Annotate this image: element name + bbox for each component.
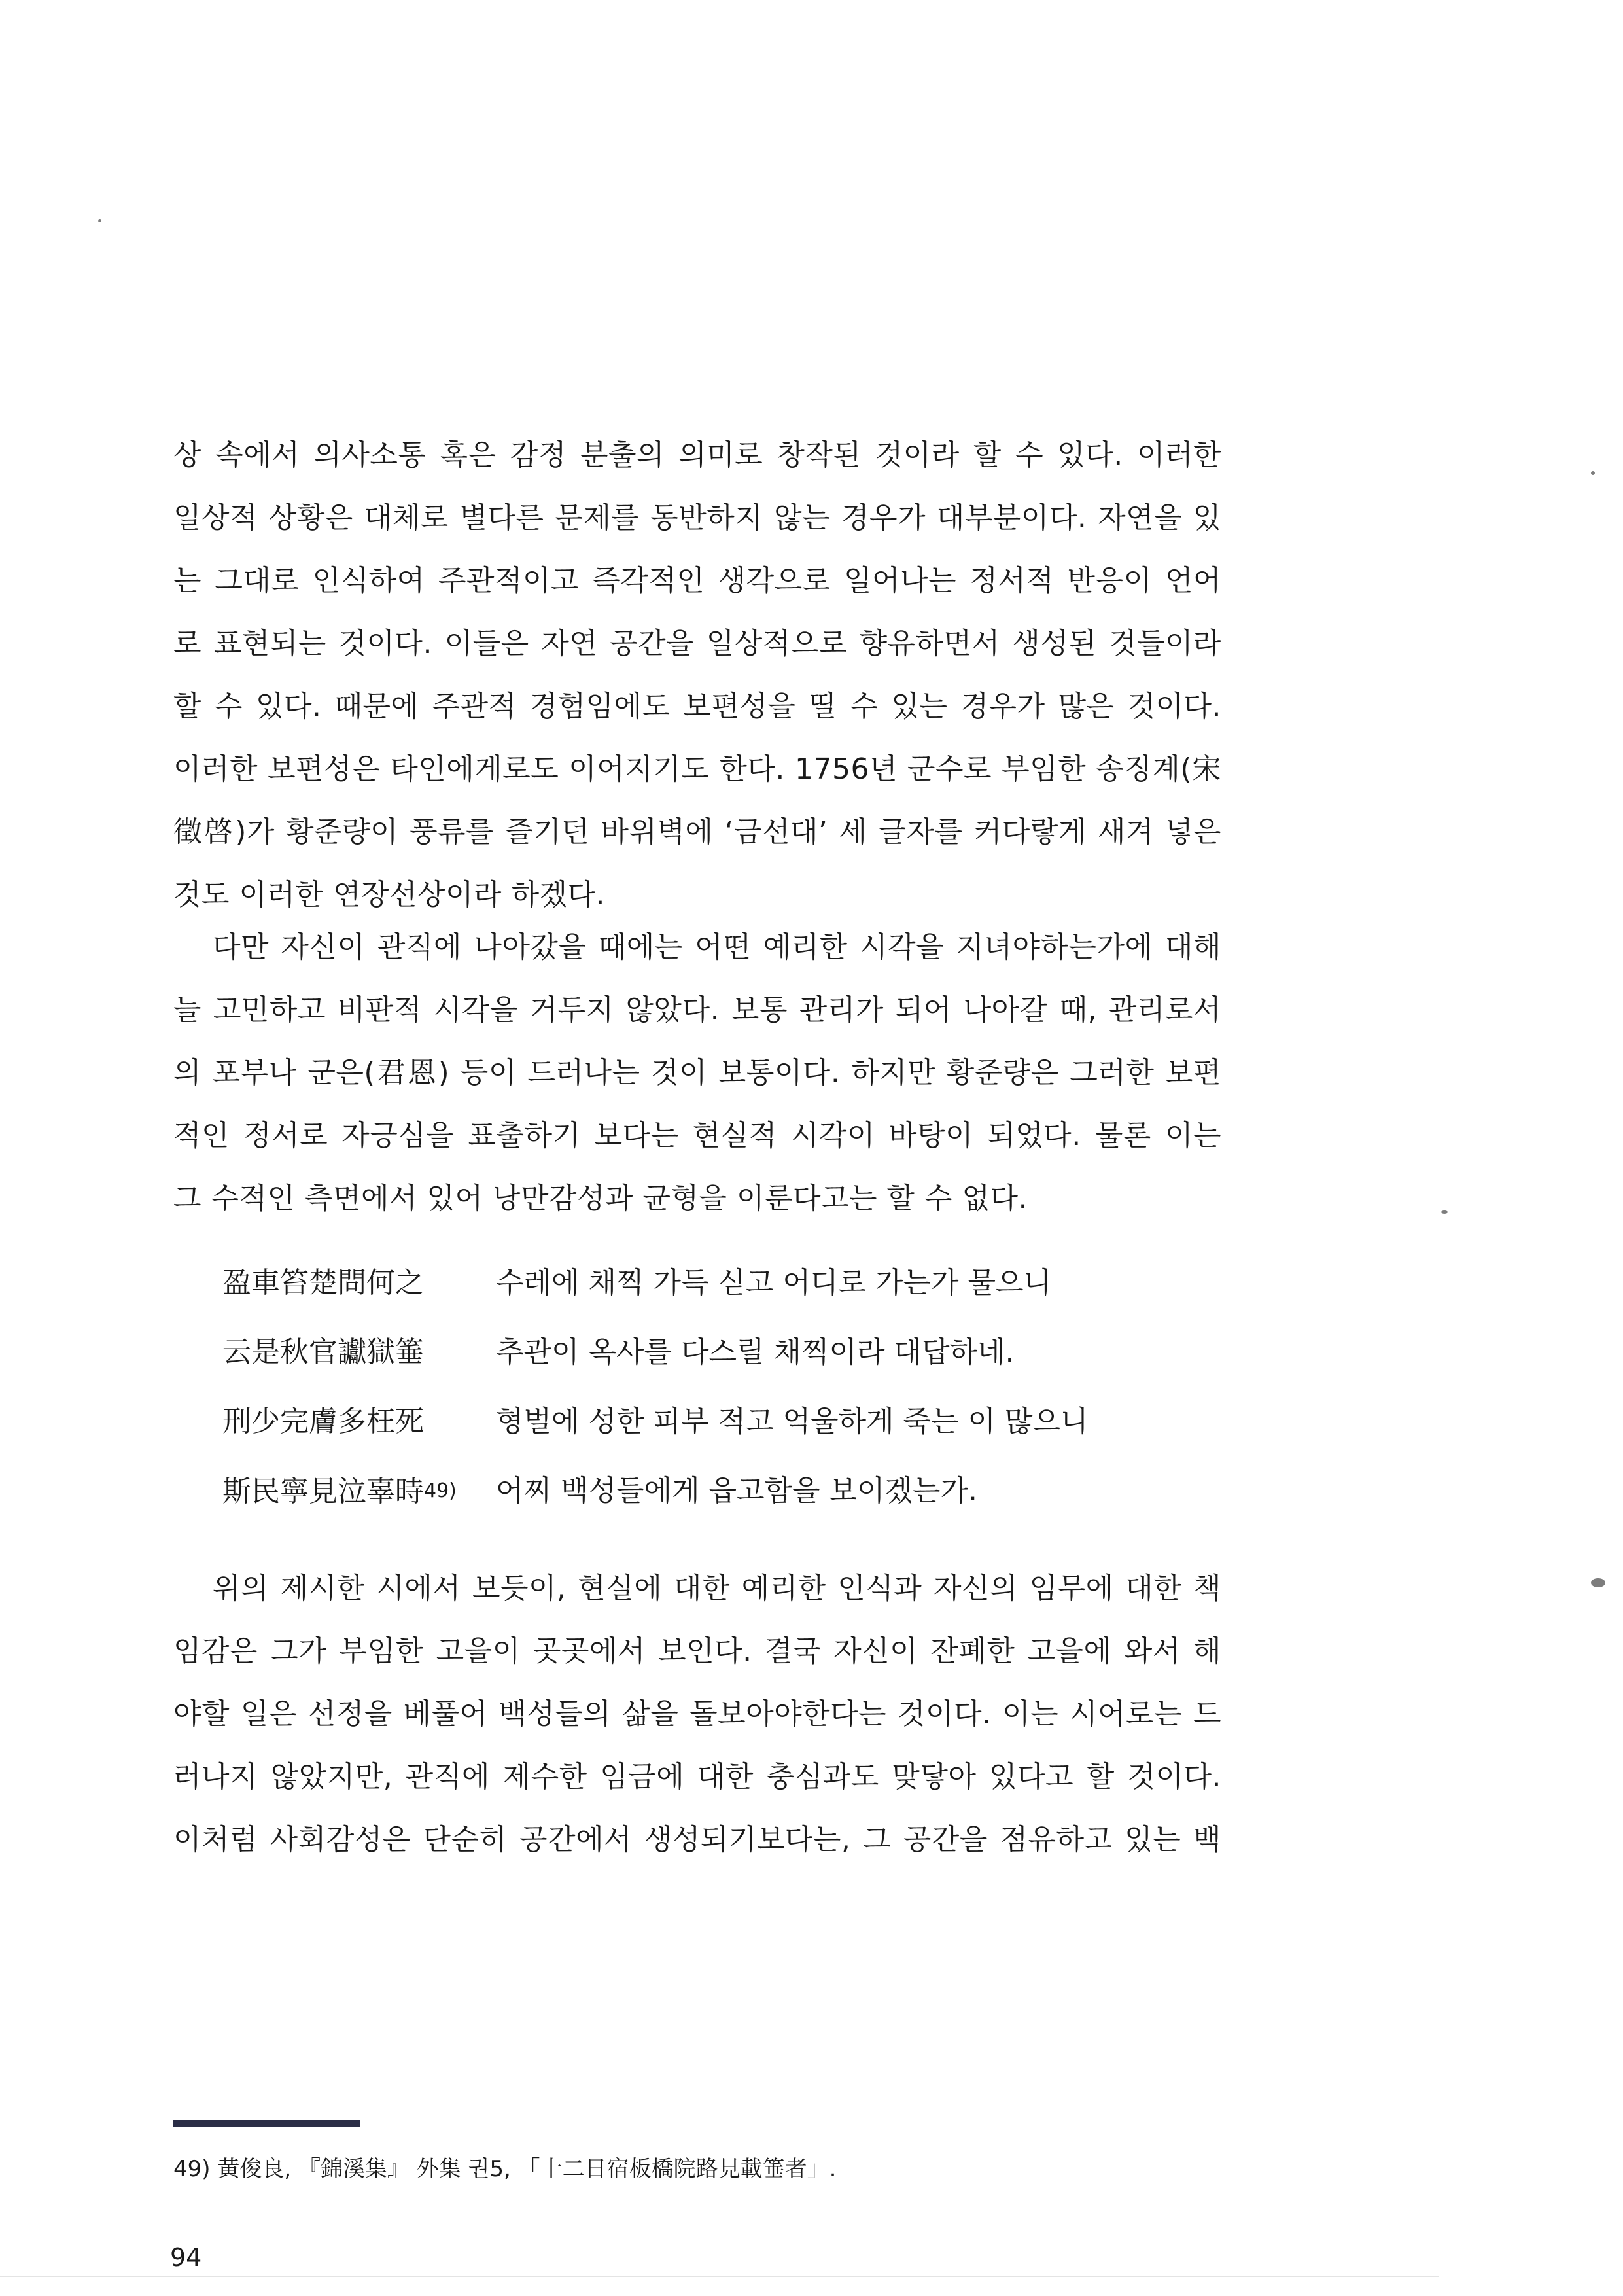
paragraph-line: 할 수 있다. 때문에 주관적 경험임에도 보편성을 띨 수 있는 경우가 많은 것이다. — [173, 690, 1221, 723]
paragraph-line: 다만 자신이 관직에 나아갔을 때에는 어떤 예리한 시각을 지녀야하는가에 대해 — [213, 930, 1221, 964]
paragraph-line: 徵啓)가 황준량이 풍류를 즐기던 바위벽에 ‘금선대’ 세 글자를 커다랗게 새겨 넣은 — [173, 815, 1221, 849]
poem-hanja-line: 盈車笞楚問何之 — [222, 1266, 424, 1299]
scan-speck — [1441, 1210, 1448, 1214]
paragraph-line: 것도 이러한 연장선상이라 하겠다. — [173, 878, 605, 911]
poem-korean-line: 형벌에 성한 피부 적고 억울하게 죽는 이 많으니 — [496, 1405, 1089, 1438]
body-paragraph-2 — [173, 916, 1221, 1230]
poem-korean-line: 수레에 채찍 가득 싣고 어디로 가는가 물으니 — [496, 1266, 1051, 1299]
paragraph-line: 의 포부나 군은(君恩) 등이 드러나는 것이 보통이다. 하지만 황준량은 그러한 보편 — [173, 1056, 1221, 1089]
scan-speck — [1591, 471, 1595, 475]
page-number: 94 — [170, 2243, 202, 2272]
quoted-poem — [222, 1248, 1204, 1527]
paragraph-line: 로 표현되는 것이다. 이들은 자연 공간을 일상적으로 향유하면서 생성된 것들이라 — [173, 627, 1221, 660]
poem-hanja-line: 刑少完膚多枉死 — [222, 1405, 424, 1438]
poem-row — [222, 1387, 1204, 1457]
paragraph-line: 적인 정서로 자긍심을 표출하기 보다는 현실적 시각이 바탕이 되었다. 물론 이는 — [173, 1119, 1221, 1152]
poem-row — [222, 1248, 1204, 1318]
footnote-divider — [173, 2120, 360, 2127]
scan-speck — [98, 219, 101, 222]
paragraph-line: 상 속에서 의사소통 혹은 감정 분출의 의미로 창작된 것이라 할 수 있다. 이러한 — [173, 438, 1221, 472]
paragraph-line: 는 그대로 인식하여 주관적이고 즉각적인 생각으로 일어나는 정서적 반응이 언어 — [173, 564, 1221, 597]
paragraph-line: 위의 제시한 시에서 보듯이, 현실에 대한 예리한 인식과 자신의 임무에 대한 책 — [213, 1572, 1221, 1605]
poem-hanja-line: 斯民寧見泣辜時 — [222, 1475, 424, 1508]
poem-korean-line: 추관이 옥사를 다스릴 채찍이라 대답하네. — [496, 1335, 1015, 1369]
poem-row — [222, 1457, 1204, 1527]
poem-hanja-cell — [222, 1457, 496, 1527]
paragraph-line: 일상적 상황은 대체로 별다른 문제를 동반하지 않는 경우가 대부분이다. 자연을 있 — [173, 501, 1221, 535]
paragraph-line: 그 수적인 측면에서 있어 낭만감성과 균형을 이룬다고는 할 수 없다. — [173, 1182, 1028, 1215]
paragraph-line: 러나지 않았지만, 관직에 제수한 임금에 대한 충심과도 맞닿아 있다고 할 것이다. — [173, 1760, 1221, 1793]
paragraph-line: 늘 고민하고 비판적 시각을 거두지 않았다. 보통 관리가 되어 나아갈 때, 관리로서 — [173, 993, 1221, 1027]
paragraph-line: 이처럼 사회감성은 단순히 공간에서 생성되기보다는, 그 공간을 점유하고 있는 백 — [173, 1823, 1221, 1856]
footnote-49: 49) 黃俊良, 『錦溪集』 外集 권5, 「十二日宿板橋院路見載箠者」. — [173, 2156, 837, 2182]
paragraph-line: 임감은 그가 부임한 고을이 곳곳에서 보인다. 결국 자신이 잔폐한 고을에 와서 해 — [173, 1634, 1221, 1668]
poem-row — [222, 1318, 1204, 1387]
poem-hanja-line: 云是秋官讞獄箠 — [222, 1335, 424, 1369]
body-paragraph-1 — [173, 424, 1221, 927]
body-paragraph-3 — [173, 1557, 1221, 1871]
paragraph-line: 야할 일은 선정을 베풀어 백성들의 삶을 돌보아야한다는 것이다. 이는 시어로는 드 — [173, 1697, 1221, 1731]
scan-edge-line — [0, 2276, 1439, 2277]
footnote-marker: 49) — [424, 1479, 457, 1502]
poem-korean-line: 어찌 백성들에게 읍고함을 보이겠는가. — [496, 1474, 978, 1508]
paragraph-line: 이러한 보편성은 타인에게로도 이어지기도 한다. 1756년 군수로 부임한 송징계(宋 — [173, 752, 1221, 786]
scan-speck — [1591, 1578, 1605, 1587]
